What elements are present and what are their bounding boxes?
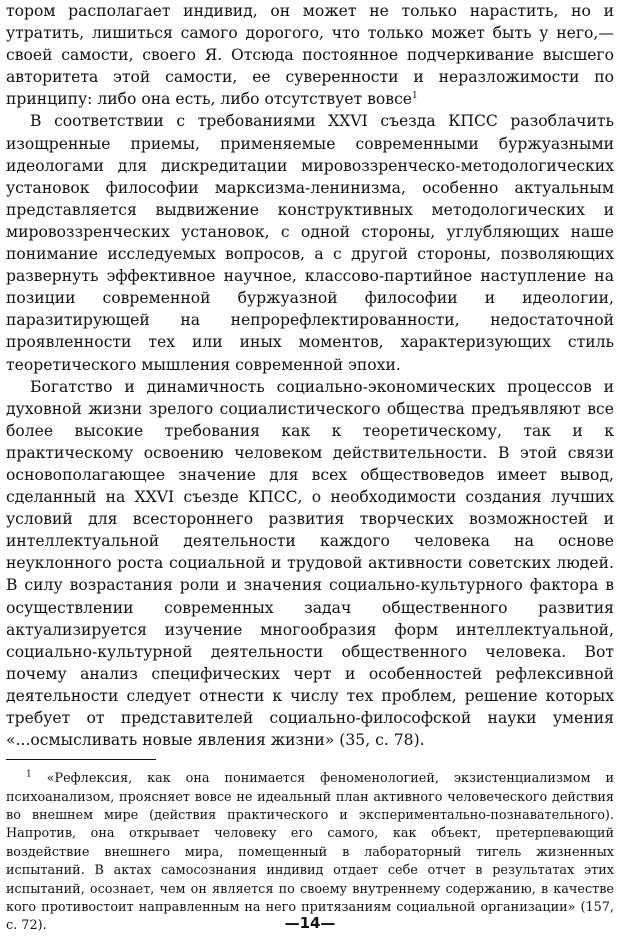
footnote — [6, 770, 614, 936]
paragraph-3: Богатство и динамичность социально-экономических процессов и духовной жизни зрелого социалистического общества предъявляют все более высокие требования как к теоретическому, так и к практическому освоению человеком действительности. В этой связи основополагающее значение для всех обществоведов имеет вывод, сделанный на XXVI съезде КПСС, о необходимости создания лучших условий для всестороннего развития творческих возможностей и интеллектуальной деятельности каждого человека на основе неуклонного роста социальной и трудовой активности советских людей. В силу возрастания роли и значения социально-культурного фактора в осуществлении современных задач общественного развития актуализируется изучение многообразия форм интеллектуальной, социально-культурной деятельности общественного человека. Вот почему анализ специфических черт и особенностей рефлексивной деятельности следует отнести к числу тех проблем, решение которых требует от представителей социально-философской науки умения «...осмысливать новые явления жизни» (35, с. 78). — [6, 377, 614, 750]
paragraph-1 — [6, 0, 614, 110]
footnote-text: «Рефлексия, как она понимается феноменологией, экзистенциализмом и психоанализом, проясняет вовсе не идеальный план активного человеческого действия во внешнем мире (действия практического и экспериментально-познавательного). Напротив, она открывает человеку его самого, как объект, претерпевающий воздействие внешнего мира, помещенный в лабораторный тигель жизненных испытаний. В актах самосознания индивид отдает себе отчет в результатах этих испытаний, осознает, чем он является по своему внутреннему содержанию, в качестве кого противостоит направленным на него притязаниям социальной организации» (157, с. 72). — [6, 771, 614, 934]
footnote-reference: 1 — [412, 91, 418, 102]
page — [6, 0, 614, 936]
page-number: —14— — [284, 914, 336, 932]
footnote-marker: 1 — [26, 769, 32, 780]
footnote-divider — [6, 759, 156, 760]
paragraph-2: В соответствии с требованиями XXVI съезда КПСС разоблачить изощренные приемы, применяемые современными буржуазными идеологами для дискредитации мировоззренческо-методологических установок философии марксизма-ленинизма, особенно актуальным представляется выдвижение конструктивных методологических и мировоззренческих установок, с одной стороны, углубляющих наше понимание исследуемых вопросов, а с другой стороны, позволяющих развернуть эффективное научное, классово-партийное наступление на позиции современной буржуазной философии и идеологии, паразитирующей на непрорефлектированности, недостаточной проявленности тех или иных моментов, характеризующих стиль теоретического мышления современной эпохи. — [6, 112, 614, 374]
main-text — [6, 0, 614, 751]
paragraph-1-text: тором располагает индивид, он может не только нарастить, но и утратить, лишиться самого дорогого, что только может быть у него,— своей самости, своего Я. Отсюда постоянное подчеркивание высшего авторитета этой самости, ее суверенности и неразложимости по принципу: либо она есть, либо отсутствует вовсе — [6, 2, 614, 109]
